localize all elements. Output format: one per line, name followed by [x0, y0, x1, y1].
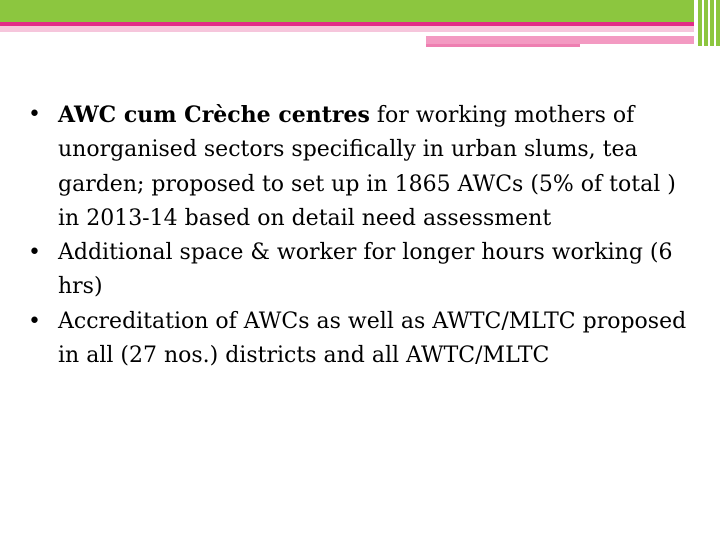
bullet-item-creche-centres	[28, 98, 688, 236]
bullet-text: Additional space & worker for longer hours working (6 hrs)	[58, 240, 673, 300]
header-pink-accent-line	[426, 44, 580, 47]
corner-green-stripes	[698, 0, 720, 46]
slide-body	[28, 98, 688, 373]
bullet-item-additional-space	[28, 236, 688, 305]
bullet-bold-phrase: AWC cum Crèche centres	[58, 102, 370, 128]
header-pink-soft-band	[0, 26, 694, 32]
header-green-band	[0, 0, 694, 22]
bullet-icon: •	[28, 308, 41, 334]
bullet-icon: •	[28, 240, 41, 266]
bullet-list	[28, 98, 688, 373]
header-pink-accent-band	[426, 36, 694, 44]
bullet-text: for working mothers of unorganised sectors specifically in urban slums, tea garden; proposed to set up in 1865 AWCs (5% of total ) in 2013-14 based on detail need assessment	[58, 103, 676, 231]
bullet-text: Accreditation of AWCs as well as AWTC/MLTC proposed in all (27 nos.) districts and all AWTC/MLTC	[58, 308, 687, 369]
bullet-icon: •	[28, 102, 41, 127]
bullet-item-accreditation	[28, 305, 688, 374]
